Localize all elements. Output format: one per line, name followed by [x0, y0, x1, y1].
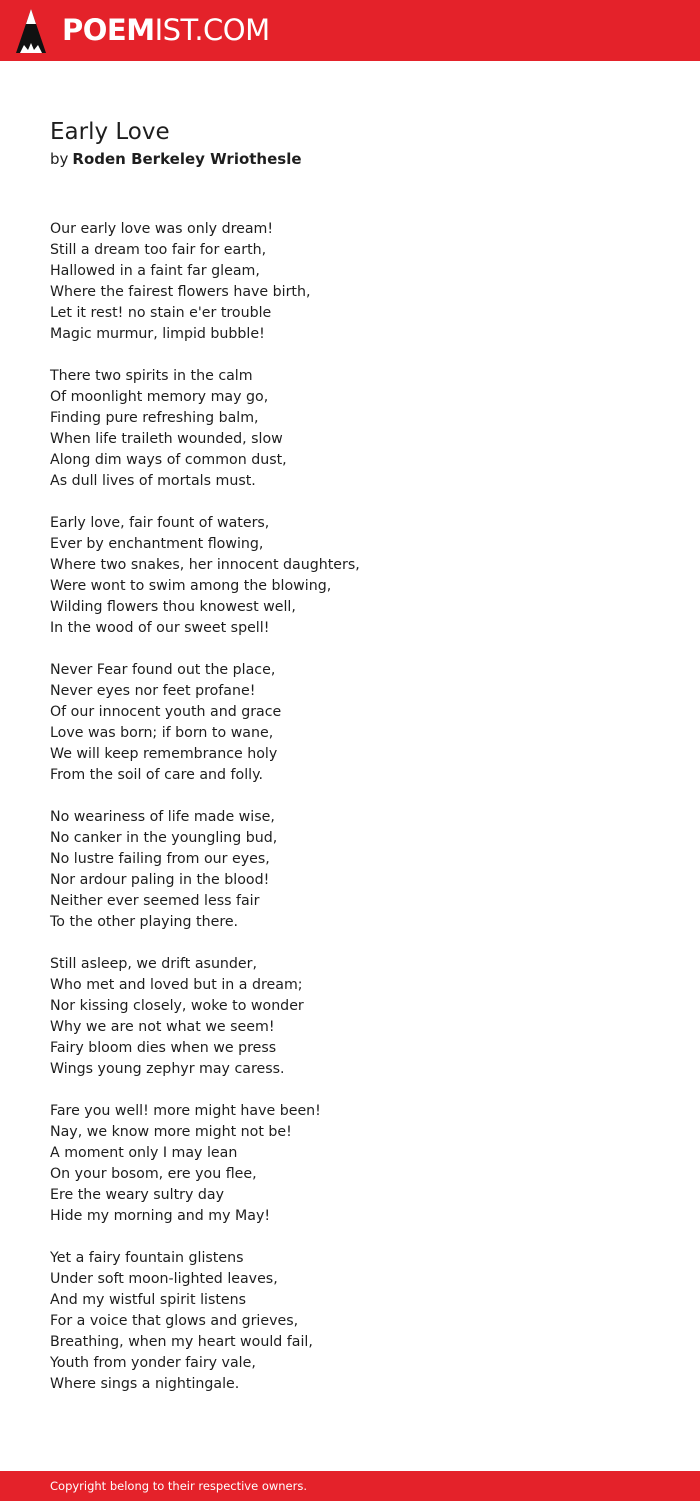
stanza: [50, 807, 650, 933]
stanza: [50, 366, 650, 492]
poem-line: There two spirits in the calm: [50, 368, 253, 384]
poem-line: When life traileth wounded, slow: [50, 431, 283, 447]
poem-line: Nor ardour paling in the blood!: [50, 872, 270, 888]
poem-line: Still a dream too fair for earth,: [50, 242, 267, 258]
poem-line: Neither ever seemed less fair: [50, 893, 260, 909]
site-footer: [0, 1471, 700, 1501]
site-header: [0, 0, 700, 61]
poem-line: No lustre failing from our eyes,: [50, 851, 270, 867]
poem-line: Ever by enchantment flowing,: [50, 536, 264, 552]
poem-line: Still asleep, we drift asunder,: [50, 956, 258, 972]
logo-light-text: IST.COM: [154, 13, 270, 47]
site-logo[interactable]: [62, 12, 270, 48]
poem-line: For a voice that glows and grieves,: [50, 1313, 299, 1329]
poem-line: Yet a fairy fountain glistens: [50, 1250, 244, 1266]
poem-line: Of moonlight memory may go,: [50, 389, 269, 405]
poem-line: Of our innocent youth and grace: [50, 704, 282, 720]
pencil-icon[interactable]: [16, 9, 46, 53]
poem-line: Wings young zephyr may caress.: [50, 1061, 285, 1077]
stanza: [50, 513, 650, 639]
poem-line: Magic murmur, limpid bubble!: [50, 326, 265, 342]
poem-body: [50, 219, 650, 1416]
poem-line: To the other playing there.: [50, 914, 239, 930]
poem-line: Let it rest! no stain e'er trouble: [50, 305, 272, 321]
poem-line: Nay, we know more might not be!: [50, 1124, 292, 1140]
poem-line: In the wood of our sweet spell!: [50, 620, 270, 636]
stanza: [50, 1101, 650, 1227]
poem-line: Why we are not what we seem!: [50, 1019, 275, 1035]
poem-line: Wilding flowers thou knowest well,: [50, 599, 296, 615]
poem-line: A moment only I may lean: [50, 1145, 238, 1161]
stanza: [50, 1248, 650, 1395]
poem-line: Fare you well! more might have been!: [50, 1103, 321, 1119]
poem-line: Love was born; if born to wane,: [50, 725, 274, 741]
poem-line: Where the fairest flowers have birth,: [50, 284, 311, 300]
poem-line: Youth from yonder fairy vale,: [50, 1355, 256, 1371]
poem-line: Hide my morning and my May!: [50, 1208, 271, 1224]
poem-line: Where sings a nightingale.: [50, 1376, 240, 1392]
poem-line: No canker in the youngling bud,: [50, 830, 278, 846]
poem-line: Nor kissing closely, woke to wonder: [50, 998, 304, 1014]
poem-line: Never Fear found out the place,: [50, 662, 276, 678]
poem-line: Where two snakes, her innocent daughters,: [50, 557, 360, 573]
stanza: [50, 660, 650, 786]
stanza: [50, 219, 650, 345]
logo-bold-text: POEM: [62, 13, 155, 47]
poem-line: Under soft moon-lighted leaves,: [50, 1271, 278, 1287]
byline: [50, 148, 302, 170]
poem-line: Were wont to swim among the blowing,: [50, 578, 332, 594]
poem-line: Finding pure refreshing balm,: [50, 410, 259, 426]
poem-line: From the soil of care and folly.: [50, 767, 263, 783]
poem-line: As dull lives of mortals must.: [50, 473, 256, 489]
poem-line: We will keep remembrance holy: [50, 746, 278, 762]
by-label: by: [50, 150, 69, 168]
poem-line: And my wistful spirit listens: [50, 1292, 247, 1308]
stanza: [50, 954, 650, 1080]
poem-line: Hallowed in a faint far gleam,: [50, 263, 260, 279]
poem-line: No weariness of life made wise,: [50, 809, 275, 825]
poem-line: Early love, fair fount of waters,: [50, 515, 270, 531]
author-name: Roden Berkeley Wriothesle: [72, 150, 302, 168]
poem-line: Our early love was only dream!: [50, 221, 274, 237]
poem-title: Early Love: [50, 119, 170, 145]
poem-line: Ere the weary sultry day: [50, 1187, 225, 1203]
poem-line: Breathing, when my heart would fail,: [50, 1334, 313, 1350]
poem-line: Along dim ways of common dust,: [50, 452, 287, 468]
poem-line: On your bosom, ere you flee,: [50, 1166, 257, 1182]
poem-line: Never eyes nor feet profane!: [50, 683, 256, 699]
poem-line: Fairy bloom dies when we press: [50, 1040, 277, 1056]
copyright-text: Copyright belong to their respective owners.: [50, 1479, 308, 1493]
poem-line: Who met and loved but in a dream;: [50, 977, 303, 993]
